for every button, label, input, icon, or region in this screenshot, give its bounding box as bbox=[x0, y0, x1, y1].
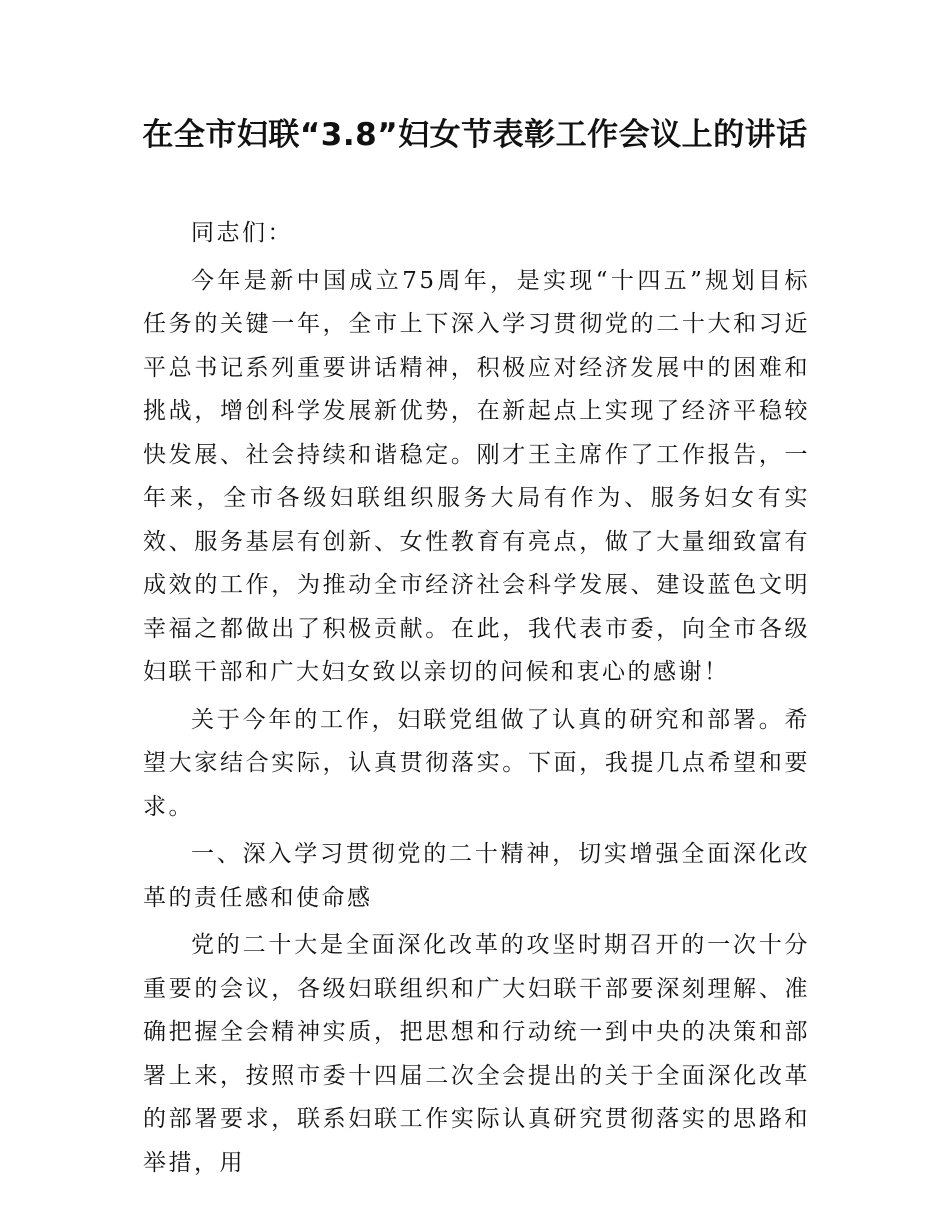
transition-paragraph: 关于今年的工作，妇联党组做了认真的研究和部署。希望大家结合实际，认真贯彻落实。下面，我提几点希望和要求。 bbox=[143, 706, 810, 820]
salutation-paragraph: 同志们： bbox=[191, 220, 293, 246]
section-1-paragraph: 党的二十大是全面深化改革的攻坚时期召开的一次十分重要的会议，各级妇联组织和广大妇联干部要深刻理解、准确把握全会精神实质，把思想和行动统一到中央的决策和部署上来，按照市委十四届二次全会提出的关于全面深化改革的部署要求，联系妇联工作实际认真研究贯彻落实的思路和举措，用 bbox=[143, 932, 810, 1176]
document-body bbox=[143, 212, 810, 1189]
document-title: 在全市妇联“3.8”妇女节表彰工作会议上的讲话 bbox=[142, 117, 808, 153]
opening-paragraph: 今年是新中国成立75周年，是实现“十四五”规划目标任务的关键一年，全市上下深入学习贯彻党的二十大和习近平总书记系列重要讲话精神，积极应对经济发展中的困难和挑战，增创科学发展新优势，在新起点上实现了经济平稳较快发展、社会持续和谐稳定。刚才王主席作了工作报告，一年来，全市各级妇联组织服务大局有作为、服务妇女有实效、服务基层有创新、女性教育有亮点，做了大量细致富有成效的工作，为推动全市经济社会科学发展、建设蓝色文明幸福之都做出了积极贡献。在此，我代表市委，向全市各级妇联干部和广大妇女致以亲切的问候和衷心的感谢！ bbox=[143, 267, 810, 685]
section-heading-1: 一、深入学习贯彻党的二十精神，切实增强全面深化改革的责任感和使命感 bbox=[143, 841, 810, 911]
